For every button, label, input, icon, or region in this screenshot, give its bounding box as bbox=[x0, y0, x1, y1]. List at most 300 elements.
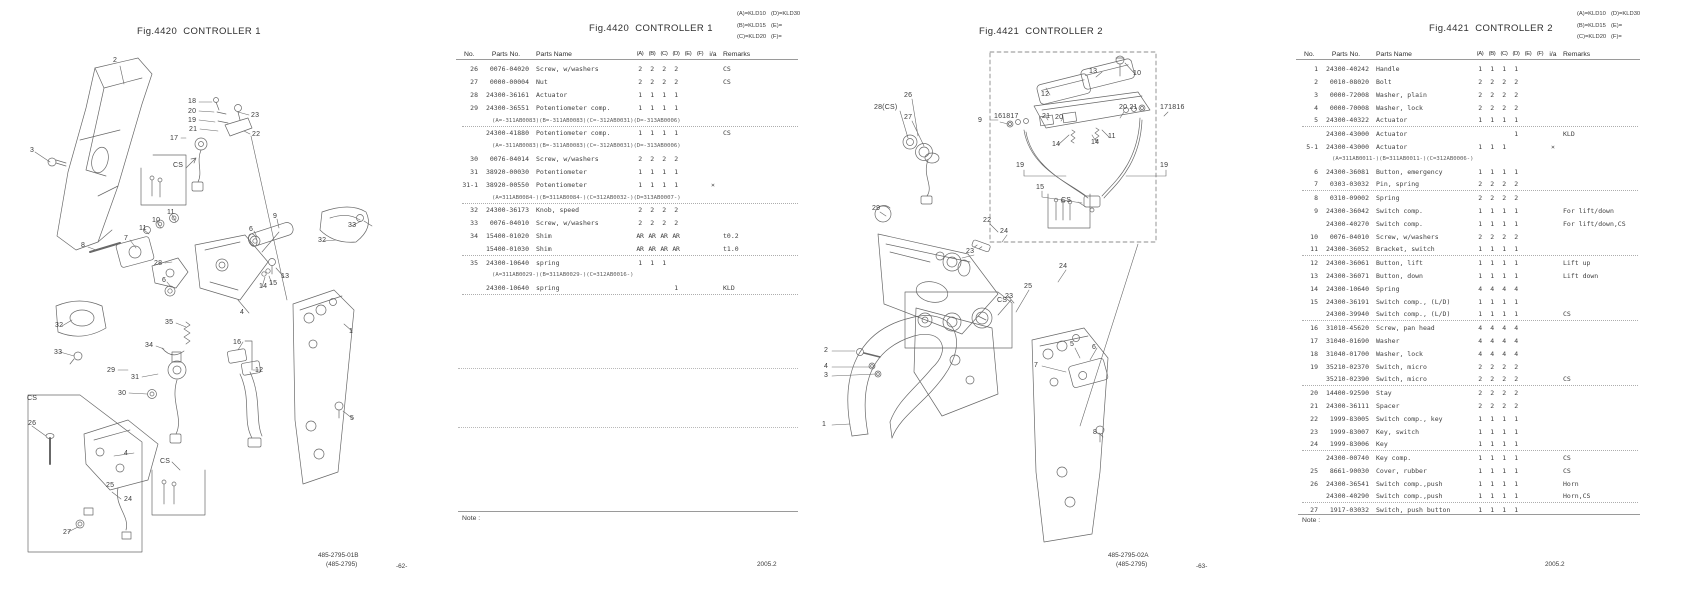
row-cell: Washer, lock bbox=[1376, 103, 1423, 112]
row-cell: 24300-36071 bbox=[1325, 271, 1369, 280]
row-cell: 2 bbox=[1478, 232, 1482, 241]
row-cell: 23 bbox=[1310, 427, 1318, 436]
row-cell: 2 bbox=[674, 77, 678, 86]
part-callout: 20 bbox=[1055, 114, 1064, 121]
row-cell: 0076-04014 bbox=[489, 154, 529, 163]
row-cell: 24300-36161 bbox=[485, 90, 529, 99]
table-row bbox=[1302, 204, 1638, 217]
row-cell: Potentiometer bbox=[536, 180, 587, 189]
part-callout: 17 bbox=[170, 135, 179, 142]
row-cell: 1 bbox=[1478, 427, 1482, 436]
part-callout: 22 bbox=[252, 131, 261, 138]
row-cell: Spring bbox=[1376, 193, 1400, 202]
table-header-left bbox=[462, 49, 798, 59]
row-cell: Washer bbox=[1376, 336, 1400, 345]
row-cell: 1 bbox=[1502, 167, 1506, 176]
row-cell: spring bbox=[536, 258, 560, 267]
col-remarks: Remarks bbox=[1563, 50, 1591, 58]
part-callout: 22 bbox=[983, 217, 992, 224]
row-cell: 2 bbox=[1502, 180, 1506, 188]
exploded-diagram-controller-1 bbox=[0, 0, 430, 595]
row-cell: Spring bbox=[1376, 284, 1400, 293]
legend-cell: (E)= bbox=[771, 22, 783, 29]
row-cell: 6 bbox=[1314, 167, 1318, 176]
row-cell: 26 bbox=[1310, 479, 1318, 488]
row-cell: 27 bbox=[1310, 505, 1318, 514]
row-cell: 13 bbox=[1310, 271, 1318, 280]
row-cell: 0000-72008 bbox=[1329, 90, 1369, 99]
row-cell: CS bbox=[723, 77, 731, 86]
row-cell: 1 bbox=[1502, 219, 1506, 228]
row-cell: Switch, push button bbox=[1376, 505, 1451, 514]
row-cell: Shim bbox=[536, 245, 552, 254]
row-cell: 24300-10640 bbox=[485, 283, 529, 292]
part-callout: 33 bbox=[54, 349, 63, 356]
row-cell: 2 bbox=[1514, 103, 1518, 112]
row-cell: 22 bbox=[1310, 414, 1318, 423]
col-qty-b: (B) bbox=[648, 51, 656, 57]
table-row bbox=[1302, 360, 1638, 373]
row-cell: 2 bbox=[1478, 401, 1482, 410]
row-cell: Key, switch bbox=[1376, 427, 1420, 436]
row-cell: 24300-36042 bbox=[1325, 206, 1369, 215]
row-cell: 38920-00550 bbox=[485, 180, 529, 189]
row-cell: 1 bbox=[1478, 414, 1482, 423]
serial-note-row: (A=-311AB0083)(B=-311AB0083)(C=-312AB0031)(D=-313AB0006) bbox=[492, 142, 681, 149]
row-cell: 1 bbox=[1502, 466, 1506, 475]
row-cell: 4 bbox=[1502, 323, 1506, 332]
row-cell: Switch comp., (L/D) bbox=[1376, 310, 1451, 318]
row-cell: 1 bbox=[662, 258, 666, 267]
row-cell: 1 bbox=[1478, 271, 1482, 280]
row-cell: 1999-83007 bbox=[1329, 427, 1369, 436]
row-cell: 2 bbox=[1478, 375, 1482, 383]
row-cell: 25 bbox=[1310, 466, 1318, 475]
row-cell: Lift up bbox=[1563, 258, 1591, 267]
row-cell: 15400-01030 bbox=[485, 245, 529, 254]
row-cell: 31-1 bbox=[462, 180, 478, 189]
row-cell: 1 bbox=[1490, 440, 1494, 448]
table-row bbox=[462, 178, 798, 191]
row-cell: Switch, micro bbox=[1376, 362, 1427, 371]
table-row bbox=[1302, 308, 1638, 321]
table-row bbox=[1302, 191, 1638, 204]
row-cell: CS bbox=[1563, 375, 1571, 383]
row-cell: Key bbox=[1376, 440, 1388, 448]
row-cell: AR bbox=[660, 245, 668, 254]
row-cell: Stay bbox=[1376, 388, 1392, 397]
row-cell: Button, down bbox=[1376, 271, 1423, 280]
col-qty-e: (E) bbox=[1524, 51, 1532, 57]
row-cell: 1 bbox=[1514, 245, 1518, 253]
part-callout: 6 bbox=[1092, 344, 1097, 351]
part-callout: 24 bbox=[1059, 263, 1068, 270]
note-label-right: Note : bbox=[1302, 517, 1321, 524]
table-row bbox=[1302, 243, 1638, 256]
legend-cell: (C)=KLD20 bbox=[1577, 34, 1607, 40]
row-cell: 2 bbox=[650, 77, 654, 86]
row-cell: 1 bbox=[1490, 297, 1494, 306]
part-callout: 7 bbox=[124, 235, 129, 242]
row-cell: 24300-40270 bbox=[1325, 219, 1369, 228]
page-number-left: -62- bbox=[396, 563, 408, 570]
row-cell: 1 bbox=[1490, 167, 1494, 176]
parts-table-right bbox=[1302, 62, 1638, 516]
row-cell: 29 bbox=[470, 104, 478, 113]
row-cell: 1 bbox=[1514, 440, 1518, 448]
part-callout: 35 bbox=[165, 319, 174, 326]
note-label-left: Note : bbox=[462, 515, 481, 522]
part-callout: 28 bbox=[154, 260, 163, 267]
part-callout: 25 bbox=[1024, 283, 1033, 290]
col-qty-d: (D) bbox=[1512, 51, 1520, 57]
part-callout: 2 bbox=[824, 347, 829, 354]
part-callout: 18 bbox=[188, 98, 197, 105]
part-callout: 30 bbox=[118, 390, 127, 397]
row-cell: 24300-36052 bbox=[1325, 245, 1369, 253]
table-row bbox=[462, 217, 798, 230]
row-cell: Potentiometer comp. bbox=[536, 129, 611, 138]
row-cell: 24300-36081 bbox=[1325, 167, 1369, 176]
table-row bbox=[1302, 412, 1638, 425]
row-cell: 1 bbox=[1490, 258, 1494, 267]
part-callout: 24 bbox=[124, 496, 133, 503]
row-cell: 21 bbox=[1310, 401, 1318, 410]
row-cell: 24300-40322 bbox=[1325, 116, 1369, 124]
table-row bbox=[1302, 230, 1638, 243]
row-cell: 2 bbox=[1514, 401, 1518, 410]
row-cell: CS bbox=[1563, 466, 1571, 475]
table-row bbox=[462, 152, 798, 165]
row-cell: Screw, w/washers bbox=[536, 219, 599, 228]
row-cell: 24300-36541 bbox=[1325, 479, 1369, 488]
row-cell: 2 bbox=[662, 206, 666, 215]
row-cell: 2 bbox=[1478, 90, 1482, 99]
row-cell: 4 bbox=[1478, 336, 1482, 345]
part-callout: 13 bbox=[281, 273, 290, 280]
row-cell: 34 bbox=[470, 232, 478, 241]
part-callout: 19 bbox=[1160, 162, 1169, 169]
row-cell: 1 bbox=[1478, 310, 1482, 318]
row-cell: 1 bbox=[1490, 414, 1494, 423]
row-cell: Switch comp.,push bbox=[1376, 492, 1443, 500]
row-cell: 1 bbox=[638, 258, 642, 267]
row-cell: 24300-36551 bbox=[485, 104, 529, 113]
row-cell: 1 bbox=[1502, 492, 1506, 500]
row-cell: × bbox=[1551, 142, 1555, 151]
part-callout: 14 bbox=[259, 283, 268, 290]
row-cell: 31010-45620 bbox=[1325, 323, 1369, 332]
row-cell: Screw, w/washers bbox=[1376, 232, 1439, 241]
row-cell: 35210-02390 bbox=[1325, 375, 1369, 383]
table-row bbox=[462, 243, 798, 256]
col-qty-a: (A) bbox=[636, 51, 644, 57]
row-cell: Potentiometer bbox=[536, 167, 587, 176]
header-rule bbox=[1296, 59, 1640, 60]
row-cell: 4 bbox=[1490, 336, 1494, 345]
row-cell: CS bbox=[1563, 453, 1571, 462]
part-callout: 23 bbox=[251, 112, 260, 119]
row-cell: 1 bbox=[1490, 206, 1494, 215]
row-cell: 0310-09002 bbox=[1329, 193, 1369, 202]
header-rule bbox=[456, 59, 798, 60]
row-cell: AR bbox=[636, 232, 644, 241]
row-cell: 16 bbox=[1310, 323, 1318, 332]
row-cell: 27 bbox=[470, 77, 478, 86]
table-row bbox=[1302, 386, 1638, 399]
row-cell: 1 bbox=[638, 167, 642, 176]
row-cell: 0076-04010 bbox=[489, 219, 529, 228]
part-callout: 21 bbox=[189, 126, 198, 133]
legend-cell: (D)=KLD30 bbox=[771, 11, 801, 17]
row-cell: 1 bbox=[1490, 245, 1494, 253]
row-cell: 2 bbox=[638, 77, 642, 86]
row-cell: 20 bbox=[1310, 388, 1318, 397]
row-cell: 2 bbox=[638, 154, 642, 163]
table-row bbox=[1302, 373, 1638, 386]
part-callout: 31 bbox=[131, 374, 140, 381]
serial-note-row: (A=-311AB0083)(B=-311AB0083)(C=-312AB0031)(D=-313AB0006) bbox=[462, 115, 798, 127]
table-row bbox=[462, 102, 798, 115]
part-callout: 9 bbox=[273, 213, 278, 220]
part-callout: 5 bbox=[350, 415, 355, 422]
col-parts-name: Parts Name bbox=[1376, 50, 1412, 58]
row-cell: 4 bbox=[1490, 284, 1494, 293]
table-row bbox=[1302, 295, 1638, 308]
row-cell: Screw, w/washers bbox=[536, 64, 599, 73]
document-code-left: 485-2795-01B bbox=[318, 552, 359, 559]
row-cell: Switch comp.,push bbox=[1376, 479, 1443, 488]
row-cell: 1 bbox=[1514, 505, 1518, 514]
row-cell: 1 bbox=[1478, 258, 1482, 267]
legend-cell: (E)= bbox=[1611, 22, 1623, 29]
row-cell: 2 bbox=[1514, 90, 1518, 99]
table-row bbox=[462, 165, 798, 178]
row-cell: 31040-01690 bbox=[1325, 336, 1369, 345]
table-row bbox=[462, 88, 798, 101]
row-cell: 2 bbox=[662, 77, 666, 86]
row-cell: 2 bbox=[1514, 193, 1518, 202]
part-callout: 12 bbox=[255, 367, 264, 374]
row-cell: 2 bbox=[1490, 90, 1494, 99]
row-cell: 14400-92590 bbox=[1325, 388, 1369, 397]
row-cell: 24300-36061 bbox=[1325, 258, 1369, 267]
row-cell: 1 bbox=[1490, 466, 1494, 475]
row-cell: t1.0 bbox=[723, 245, 739, 254]
row-cell: 24300-00740 bbox=[1325, 453, 1369, 462]
part-callout: 1 bbox=[822, 421, 827, 428]
row-cell: 2 bbox=[1490, 180, 1494, 188]
row-cell: Bracket, switch bbox=[1376, 245, 1435, 253]
row-cell: Knob, speed bbox=[536, 206, 580, 215]
row-cell: Actuator bbox=[1376, 142, 1408, 151]
row-cell: 2 bbox=[650, 64, 654, 73]
row-cell: 10 bbox=[1310, 232, 1318, 241]
row-cell: Actuator bbox=[1376, 129, 1408, 138]
row-cell: 4 bbox=[1514, 323, 1518, 332]
legend-cell: (C)=KLD20 bbox=[737, 34, 767, 40]
row-cell: spring bbox=[536, 283, 560, 292]
row-cell: 1 bbox=[1490, 142, 1494, 151]
table-row bbox=[1302, 477, 1638, 490]
part-callout: CS bbox=[27, 395, 38, 402]
row-cell: 1 bbox=[674, 104, 678, 113]
row-cell: AR bbox=[672, 232, 680, 241]
row-cell: 1 bbox=[1514, 116, 1518, 124]
part-callout: 14 bbox=[1091, 139, 1100, 146]
part-callout: 11 bbox=[167, 209, 175, 216]
row-cell: 2 bbox=[1490, 375, 1494, 383]
row-cell: Button, lift bbox=[1376, 258, 1423, 267]
table-row bbox=[1302, 347, 1638, 360]
parts-table-left bbox=[462, 62, 798, 295]
table-row bbox=[462, 62, 798, 75]
row-cell: 1 bbox=[1490, 219, 1494, 228]
row-cell: Screw, w/washers bbox=[536, 154, 599, 163]
row-cell: Handle bbox=[1376, 64, 1400, 73]
row-cell: 1917-03032 bbox=[1329, 505, 1369, 514]
row-cell: 1 bbox=[1502, 427, 1506, 436]
row-cell: 1 bbox=[1490, 479, 1494, 488]
row-cell: 1 bbox=[1502, 206, 1506, 215]
row-cell: AR bbox=[636, 245, 644, 254]
row-cell: 2 bbox=[674, 154, 678, 163]
row-cell: 1 bbox=[1502, 271, 1506, 280]
part-callout: 6 bbox=[162, 277, 167, 284]
col-parts-no: Parts No. bbox=[491, 50, 521, 58]
row-cell: AR bbox=[648, 245, 656, 254]
part-callout: 161817 bbox=[994, 113, 1019, 120]
row-cell: 24300-43000 bbox=[1325, 129, 1369, 138]
row-cell: 12 bbox=[1310, 258, 1318, 267]
row-cell: 1 bbox=[638, 104, 642, 113]
row-cell: 26 bbox=[470, 64, 478, 73]
legend-cell: (A)=KLD10 bbox=[737, 11, 766, 17]
row-cell: 1 bbox=[1478, 466, 1482, 475]
row-cell: 1 bbox=[1514, 219, 1518, 228]
row-cell: 0000-70008 bbox=[1329, 103, 1369, 112]
row-cell: 1 bbox=[1502, 297, 1506, 306]
figure-title-diagram-left: Fig.4420 CONTROLLER 1 bbox=[137, 26, 261, 37]
row-cell: 1 bbox=[674, 129, 678, 138]
legend-cell: (F)= bbox=[771, 34, 782, 40]
document-code-right: 485-2795-02A bbox=[1108, 552, 1149, 559]
row-cell: 2 bbox=[1514, 77, 1518, 86]
row-cell: 2 bbox=[1478, 77, 1482, 86]
row-cell: 1 bbox=[1514, 492, 1518, 500]
row-cell: Washer, plain bbox=[1376, 90, 1427, 99]
row-cell: 1 bbox=[638, 129, 642, 138]
row-cell: 8661-90030 bbox=[1329, 466, 1369, 475]
row-cell: AR bbox=[672, 245, 680, 254]
row-cell: 1 bbox=[1478, 479, 1482, 488]
part-callout: 4 bbox=[240, 309, 245, 316]
table-row bbox=[462, 281, 798, 294]
row-cell: 1 bbox=[1490, 453, 1494, 462]
row-cell: 24300-40290 bbox=[1325, 492, 1369, 500]
model-legend-left bbox=[737, 9, 805, 44]
row-cell: 2 bbox=[1490, 103, 1494, 112]
row-cell: 32 bbox=[470, 206, 478, 215]
row-cell: 2 bbox=[1490, 77, 1494, 86]
part-callout: 29 bbox=[107, 367, 116, 374]
row-cell: 35 bbox=[470, 258, 478, 267]
row-cell: 2 bbox=[650, 219, 654, 228]
row-cell: 1 bbox=[1502, 245, 1506, 253]
row-cell: 2 bbox=[662, 154, 666, 163]
table-row bbox=[1302, 451, 1638, 464]
table-row bbox=[1302, 282, 1638, 295]
row-cell: Key comp. bbox=[1376, 453, 1412, 462]
col-qty-f: (F) bbox=[696, 51, 704, 57]
row-cell: 17 bbox=[1310, 336, 1318, 345]
row-cell: 1 bbox=[1514, 271, 1518, 280]
row-cell: 4 bbox=[1314, 103, 1318, 112]
table-row bbox=[462, 230, 798, 243]
row-cell: 18 bbox=[1310, 349, 1318, 358]
table-row bbox=[1302, 425, 1638, 438]
part-callout: 12 bbox=[1041, 91, 1050, 98]
note-rule bbox=[1298, 514, 1640, 515]
part-callout: 15 bbox=[269, 280, 278, 287]
row-cell: 4 bbox=[1478, 284, 1482, 293]
part-callout: 7 bbox=[1034, 362, 1039, 369]
part-callout: 10 bbox=[1133, 70, 1142, 77]
part-callout: 15 bbox=[1036, 184, 1045, 191]
row-cell: 7 bbox=[1314, 180, 1318, 188]
table-row bbox=[1302, 217, 1638, 230]
row-cell: 1 bbox=[1478, 142, 1482, 151]
part-callout: 8 bbox=[1093, 429, 1098, 436]
table-row bbox=[1302, 165, 1638, 178]
row-cell: Washer, lock bbox=[1376, 349, 1423, 358]
row-cell: Bolt bbox=[1376, 77, 1392, 86]
row-cell: 2 bbox=[1514, 388, 1518, 397]
table-row bbox=[1302, 438, 1638, 451]
part-callout: 10 bbox=[152, 217, 161, 224]
row-cell: 1 bbox=[1490, 64, 1494, 73]
row-cell: 4 bbox=[1490, 323, 1494, 332]
row-cell: CS bbox=[1563, 310, 1571, 318]
table-row bbox=[1302, 490, 1638, 503]
row-cell: 1 bbox=[1478, 492, 1482, 500]
part-callout: 26 bbox=[904, 92, 913, 99]
row-cell: 1 bbox=[1514, 297, 1518, 306]
table-row bbox=[1302, 334, 1638, 347]
row-cell: 2 bbox=[1490, 401, 1494, 410]
row-cell: 1 bbox=[1502, 258, 1506, 267]
legend-cell: (B)=KLD15 bbox=[1577, 22, 1606, 29]
row-cell: 1 bbox=[650, 167, 654, 176]
col-remarks: Remarks bbox=[723, 50, 751, 58]
row-cell: 2 bbox=[1314, 77, 1318, 86]
row-cell: CS bbox=[723, 129, 731, 138]
table-row bbox=[462, 127, 798, 140]
row-cell: 1 bbox=[1502, 479, 1506, 488]
part-callout: 8 bbox=[81, 242, 86, 249]
row-cell: 2 bbox=[1502, 375, 1506, 383]
row-cell: 1 bbox=[1490, 505, 1494, 514]
part-callout: 6 bbox=[249, 226, 254, 233]
legend-cell: (A)=KLD10 bbox=[1577, 11, 1606, 17]
row-cell: AR bbox=[660, 232, 668, 241]
row-cell: 2 bbox=[662, 64, 666, 73]
part-callout: CS bbox=[160, 458, 171, 465]
row-cell: 1 bbox=[650, 104, 654, 113]
row-cell: 4 bbox=[1502, 284, 1506, 293]
col-qty-f: (F) bbox=[1536, 51, 1544, 57]
table-row bbox=[462, 256, 798, 269]
